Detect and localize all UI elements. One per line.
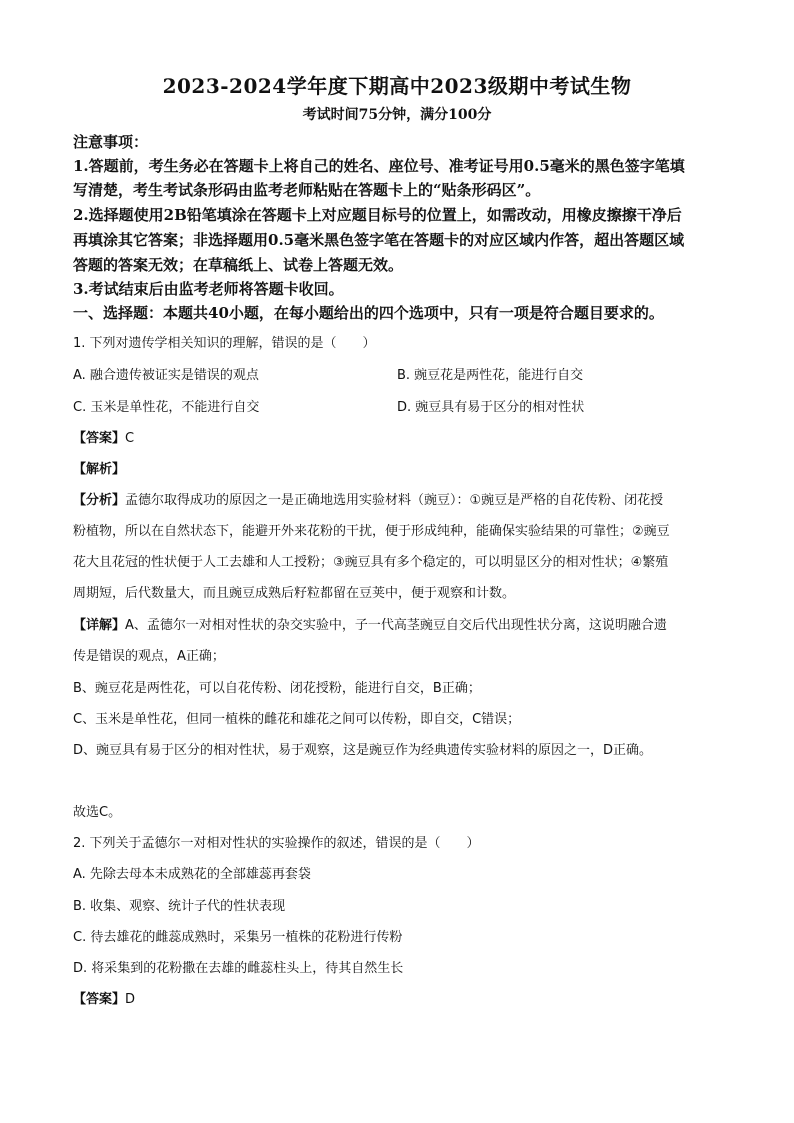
q1-xiangjie-line: 传是错误的观点，A正确； <box>73 649 225 664</box>
q1-option-a: A. 融合遗传被证实是错误的观点 <box>73 368 259 383</box>
q1-answer <box>73 427 723 446</box>
notice-line: 2.选择题使用2B铅笔填涂在答题卡上对应题目标号的位置上，如需改动，用橡皮擦擦干净后 <box>73 206 682 224</box>
notice-line: 3.考试结束后由监考老师将答题卡收回。 <box>73 280 344 298</box>
fenxi-text: 孟德尔取得成功的原因之一是正确地选用实验材料（豌豆）：①豌豆是严格的自花传粉、闭花授 <box>125 493 664 508</box>
q1-fenxi-line: 周期短，后代数量大，而且豌豆成熟后籽粒都留在豆荚中，便于观察和计数。 <box>73 586 516 601</box>
q2-answer <box>73 988 723 1007</box>
notice-line: 写清楚，考生考试条形码由监考老师粘贴在答题卡上的“贴条形码区”。 <box>73 181 541 199</box>
notice-line: 答题的答案无效；在草稿纸上、试卷上答题无效。 <box>73 256 404 274</box>
answer-value: D <box>125 992 136 1007</box>
xiangjie-text: A、孟德尔一对相对性状的杂交实验中，子一代高茎豌豆自交后代出现性状分离，这说明融合遗 <box>125 618 667 633</box>
q2-option-c: C. 待去雄花的雌蕊成熟时，采集另一植株的花粉进行传粉 <box>73 930 403 945</box>
answer-tag: 【答案】 <box>73 992 126 1007</box>
q1-xiangjie-line <box>73 614 723 633</box>
answer-value: C <box>125 431 135 446</box>
answer-tag: 【答案】 <box>73 431 126 446</box>
q1-option-c: C. 玉米是单性花，不能进行自交 <box>73 400 260 415</box>
exam-subtitle: 考试时间75分钟，满分100分 <box>302 107 492 123</box>
q1-option-d: D. 豌豆具有易于区分的相对性状 <box>397 400 585 415</box>
q1-fenxi-line <box>73 489 723 508</box>
q1-option-b: B. 豌豆花是两性花，能进行自交 <box>397 368 584 383</box>
q2-option-d: D. 将采集到的花粉撒在去雄的雌蕊柱头上，待其自然生长 <box>73 961 404 976</box>
analysis-tag: 【解析】 <box>73 462 126 477</box>
question-1-stem: 1. 下列对遗传学相关知识的理解，错误的是（ ） <box>73 336 376 351</box>
q1-conclusion: 故选C。 <box>73 805 122 820</box>
notice-line: 1.答题前，考生务必在答题卡上将自己的姓名、座位号、准考证号用0.5毫米的黑色签字笔填 <box>73 157 685 175</box>
question-2-stem: 2. 下列关于孟德尔一对相对性状的实验操作的叙述，错误的是（ ） <box>73 836 480 851</box>
notice-line: 再填涂其它答案；非选择题用0.5毫米黑色签字笔在答题卡的对应区域内作答，超出答题区域 <box>73 231 685 249</box>
q1-xiangjie-line: D、豌豆具有易于区分的相对性状，易于观察，这是豌豆作为经典遗传实验材料的原因之一，D正确。 <box>73 743 653 758</box>
section-heading: 一、选择题：本题共40小题，在每小题给出的四个选项中，只有一项是符合题目要求的。 <box>73 304 664 322</box>
notice-heading: 注意事项： <box>73 133 149 151</box>
exam-title: 2023-2024学年度下期高中2023级期中考试生物 <box>162 74 632 98</box>
q2-option-a: A. 先除去母本未成熟花的全部雄蕊再套袋 <box>73 867 311 882</box>
q1-xiangjie-line: C、玉米是单性花，但同一植株的雌花和雄花之间可以传粉，即自交，C错误； <box>73 712 521 727</box>
q1-xiangjie-line: B、豌豆花是两性花，可以自花传粉、闭花授粉，能进行自交，B正确； <box>73 681 481 696</box>
q1-fenxi-line: 花大且花冠的性状便于人工去雄和人工授粉；③豌豆具有多个稳定的，可以明显区分的相对性状；④繁殖 <box>73 555 669 570</box>
q1-fenxi-line: 粉植物，所以在自然状态下，能避开外来花粉的干扰，便于形成纯种，能确保实验结果的可靠性；②豌豆 <box>73 524 670 539</box>
xiangjie-tag: 【详解】 <box>73 618 126 633</box>
fenxi-tag: 【分析】 <box>73 493 126 508</box>
q2-option-b: B. 收集、观察、统计子代的性状表现 <box>73 899 286 914</box>
q1-analysis-tag <box>73 458 723 477</box>
